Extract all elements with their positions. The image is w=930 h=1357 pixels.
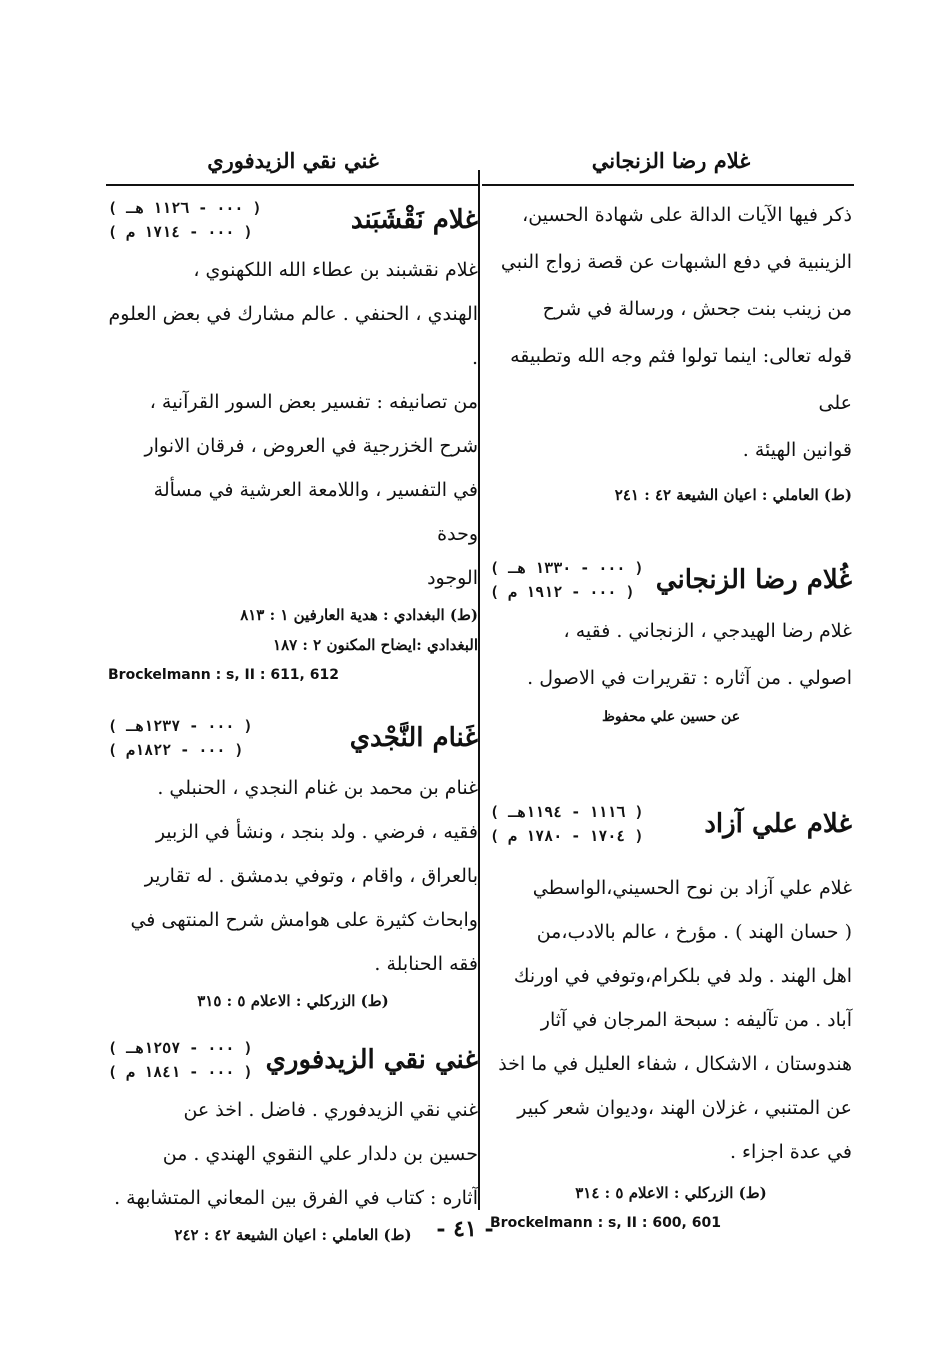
entry-latin-reference: Brockelmann : s, II : 600, 601	[490, 1215, 721, 1231]
entry-text-line: غنام بن محمد بن غنام النجدي ، الحنبلي .	[157, 777, 478, 799]
entry-reference: (ط) العاملي : اعيان الشيعة ٤٢ : ٢٤٢	[174, 1226, 412, 1244]
date-gregorian: ( ١٧٠٤ - ١٧٨٠ م )	[490, 827, 644, 845]
date-hijri: ( ١١١٦ - ١١٩٤هـ )	[490, 803, 644, 821]
entry-dates	[490, 800, 644, 848]
continuation-line: قوله تعالى: اينما تولوا فثم وجه الله وتطبيقه على	[510, 345, 852, 414]
entry-text-line: وابحاث كثيرة على هوامش شرح المنتهى في	[130, 909, 478, 931]
running-header-right: غلام رضا الزنجاني	[591, 148, 751, 173]
entry-text-line: عن المتنبي ، غزلان الهند ،وديوان شعر كبير	[517, 1097, 852, 1119]
date-gregorian: ( ٠٠٠ - ١٨٤١ م )	[108, 1063, 253, 1081]
date-gregorian: ( ٠٠٠ - ١٩١٢ م )	[490, 583, 635, 601]
entry-text-line: اصولي . من آثاره : تقريرات في الاصول .	[527, 667, 852, 689]
date-hijri: ( ٠٠٠ - ١٣٣٠ هـ )	[490, 559, 644, 577]
continuation-line: قوانين الهيئة .	[742, 439, 852, 461]
entry-header	[490, 556, 852, 604]
entry-text-line: الهندي ، الحنفي . عالم مشارك في بعض العلوم .	[108, 303, 478, 369]
entry-text-line: فقه الحنابلة .	[374, 953, 478, 975]
entry-text-line: بالعراق ، واقام ، وتوفي بدمشق . له تقارير	[144, 865, 478, 887]
continuation-reference: (ط) العاملي : اعيان الشيعة ٤٢ : ٢٤١	[614, 486, 852, 504]
entry-text-line: فقيه ، فرضي . ولد بنجد ، ونشأ في الزبير	[155, 821, 478, 843]
entry-text-line: غلام علي آزاد بن نوح الحسيني،الواسطي	[532, 877, 852, 899]
entry-text-line: من تصانيفه : تفسير بعض السور القرآنية ،	[149, 391, 478, 413]
entry-header	[108, 196, 478, 244]
entry-dates	[108, 1036, 253, 1084]
date-gregorian: ( ٠٠٠ - ١٧١٤ م )	[108, 223, 253, 241]
entry-text-line: آثاره : كتاب في الفرق بين المعاني المتشابهة .	[114, 1187, 478, 1209]
entry-reference: (ط) الزركلي : الاعلام ٥ : ٣١٤	[575, 1184, 767, 1202]
entry-header	[490, 800, 852, 848]
page-number: - ٤١ -	[436, 1216, 494, 1242]
entry-text-line: ( حسان الهند ) . مؤرخ ، عالم بالادب،من	[536, 921, 852, 943]
entry-author: عن حسين علي محفوظ	[601, 709, 741, 725]
entry-header	[108, 714, 478, 762]
entry-header	[108, 1036, 478, 1084]
entry-name: غَنام النَّجْدي	[349, 723, 478, 753]
continuation-line: الزينبية في دفع الشبهات عن قصة زواج النبي	[500, 251, 852, 273]
entry-text-line: آباد . من تآليفه : سبحة المرجان في آثار	[540, 1009, 852, 1031]
column-divider	[478, 170, 480, 1210]
entry-text-line: غلام رضا الهيدجي ، الزنجاني . فقيه ،	[563, 620, 852, 642]
entry-text-line: اهل الهند . ولد في بلكرام،وتوفي في اورنك	[513, 965, 852, 987]
entry-text-line: غني نقي الزيدفوري . فاضل . اخذ عن	[183, 1099, 478, 1121]
entry-dates	[108, 714, 253, 762]
date-hijri: ( ٠٠٠ - ١١٢٦ هـ )	[108, 199, 262, 217]
entry-text-line: حسين بن دلدار علي النقوي الهندي . من	[162, 1143, 478, 1165]
entry-text-line: شرح الخزرجية في العروض ، فرقان الانوار	[144, 435, 478, 457]
continuation-line: من زينب بنت جحش ، ورسالة في شرح	[542, 298, 852, 320]
entry-name: غلام علي آزاد	[704, 809, 852, 839]
left-column	[108, 140, 478, 1250]
right-column	[490, 140, 852, 1238]
entry-name: غلام نَقْشَبَند	[350, 205, 478, 235]
continuation-line: ذكر فيها الآيات الدالة على شهادة الحسين،	[522, 204, 852, 226]
entry-text-line: في عدة اجزاء .	[729, 1141, 852, 1163]
entry-latin-reference: Brockelmann : s, II : 611, 612	[108, 667, 339, 683]
entry-text-line: هندوستان ، الاشكال ، شفاء العليل في ما اخذ	[498, 1053, 852, 1075]
date-gregorian: ( ٠٠٠ - ١٨٢٢م )	[108, 741, 244, 759]
running-header-left: غني نقي الزيدفوري	[207, 148, 379, 173]
entry-name: غُلام رضا الزنجاني	[655, 565, 852, 595]
date-hijri: ( ٠٠٠ - ١٢٥٧هـ )	[108, 1039, 253, 1057]
entry-dates	[108, 196, 262, 244]
entry-name: غني نقي الزيدفوري	[265, 1045, 478, 1075]
entry-reference: (ط) الزركلي : الاعلام ٥ : ٣١٥	[197, 992, 389, 1010]
entry-reference: البغدادي :ايضاح المكنون ٢ : ١٨٧	[273, 636, 478, 654]
date-hijri: ( ٠٠٠ - ١٢٣٧هـ )	[108, 717, 253, 735]
entry-reference: (ط) البغدادي : هدية العارفين ١ : ٨١٣	[240, 606, 478, 624]
entry-text-line: غلام نقشبند بن عطاء الله اللكهنوي ،	[193, 259, 478, 281]
entry-dates	[490, 556, 644, 604]
entry-text-line: في التفسير ، واللامعة العرشية في مسألة وحدة	[153, 479, 478, 545]
entry-text-line: الوجود	[427, 567, 478, 589]
